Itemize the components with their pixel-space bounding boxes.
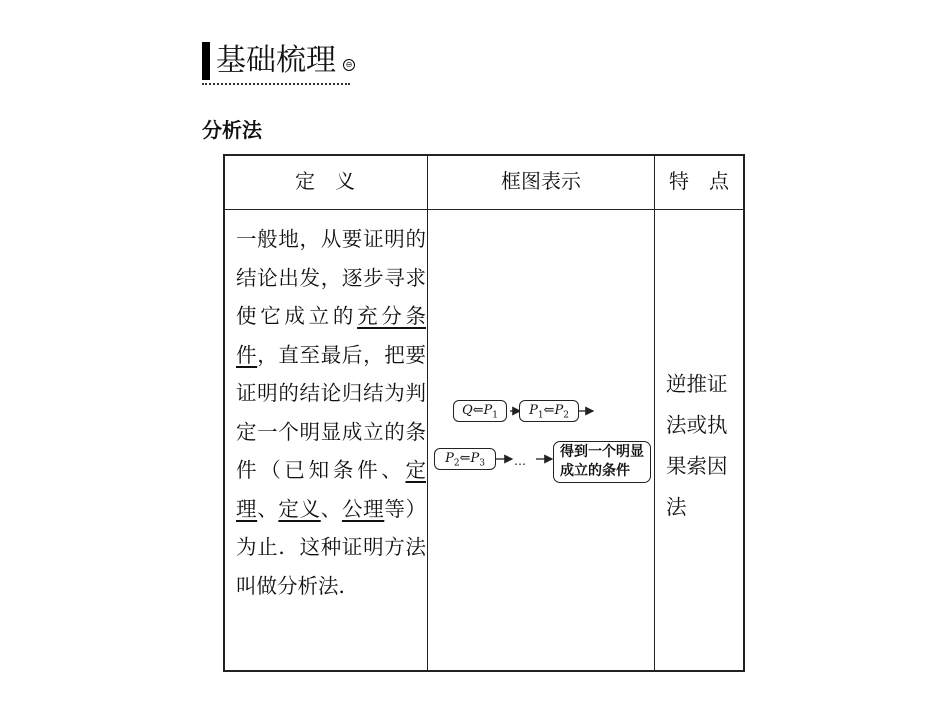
flow-box-p1-p2 — [519, 400, 579, 422]
heading-marker-icon: ⊖ — [343, 59, 355, 71]
features-text: 逆推证法或执果索因法 — [666, 372, 728, 519]
flow-box-q-p1 — [453, 400, 507, 422]
flow-box2-left-sub: 1 — [537, 410, 544, 421]
flow-box3-left: P — [445, 451, 454, 466]
flow-box3-left-sub: 2 — [453, 458, 460, 469]
table-header-divider — [223, 209, 745, 210]
section-title: 基础梳理 — [216, 43, 336, 78]
definition-part-4: 、 — [320, 496, 342, 521]
table-border-bottom — [223, 670, 745, 672]
definition-underlined-definition: 定义 — [278, 496, 321, 521]
table-border-right — [743, 154, 745, 672]
flow-box1-left: Q — [461, 403, 473, 418]
flow-box2-arrow: ⇐ — [543, 403, 555, 418]
definition-part-1: 一般地，从要证明的结论出发，逐步寻求使它成立的 — [236, 227, 426, 328]
flow-box-p2-p3 — [434, 448, 496, 470]
flow-box2-left: P — [529, 403, 538, 418]
header-features: 特 点 — [669, 169, 729, 193]
table-border-left — [223, 154, 225, 672]
flow-box-end — [553, 441, 651, 483]
header-diagram: 框图表示 — [501, 169, 581, 193]
flow-box1-arrow: ⇐ — [472, 403, 484, 418]
definition-part-3: 、 — [257, 496, 279, 521]
subheading: 分析法 — [202, 118, 262, 142]
flow-box2-right: P — [554, 403, 564, 418]
flow-ellipsis: … — [514, 454, 526, 468]
definition-text — [236, 220, 426, 605]
flow-box3-arrow: ⇐ — [459, 451, 471, 466]
flow-end-line-1: 得到一个明显 — [560, 444, 644, 460]
flow-box3-right-sub: 3 — [479, 458, 485, 469]
header-definition: 定 义 — [295, 169, 355, 193]
heading-dotted-rule — [202, 83, 350, 85]
definition-underlined-theorem: 定理 — [236, 458, 426, 521]
analysis-method-table — [223, 154, 745, 672]
flow-box3-right: P — [470, 451, 480, 466]
definition-underlined-sufficient-condition: 充分条件 — [236, 304, 427, 367]
heading-bar — [202, 42, 210, 80]
table-col-divider-2 — [654, 154, 655, 672]
definition-part-5: 等）为止．这种证明方法叫做分析法． — [236, 496, 426, 598]
flow-box1-right: P — [483, 403, 493, 418]
flow-box2-right-sub: 2 — [563, 410, 569, 421]
definition-part-2: ，直至最后，把要证明的结论归结为判定一个明显成立的条件（已知条件、 — [236, 342, 426, 482]
flow-end-line-2: 成立的条件 — [560, 463, 630, 479]
definition-underlined-axiom: 公理 — [341, 496, 385, 521]
flow-box1-right-sub: 1 — [492, 410, 499, 421]
